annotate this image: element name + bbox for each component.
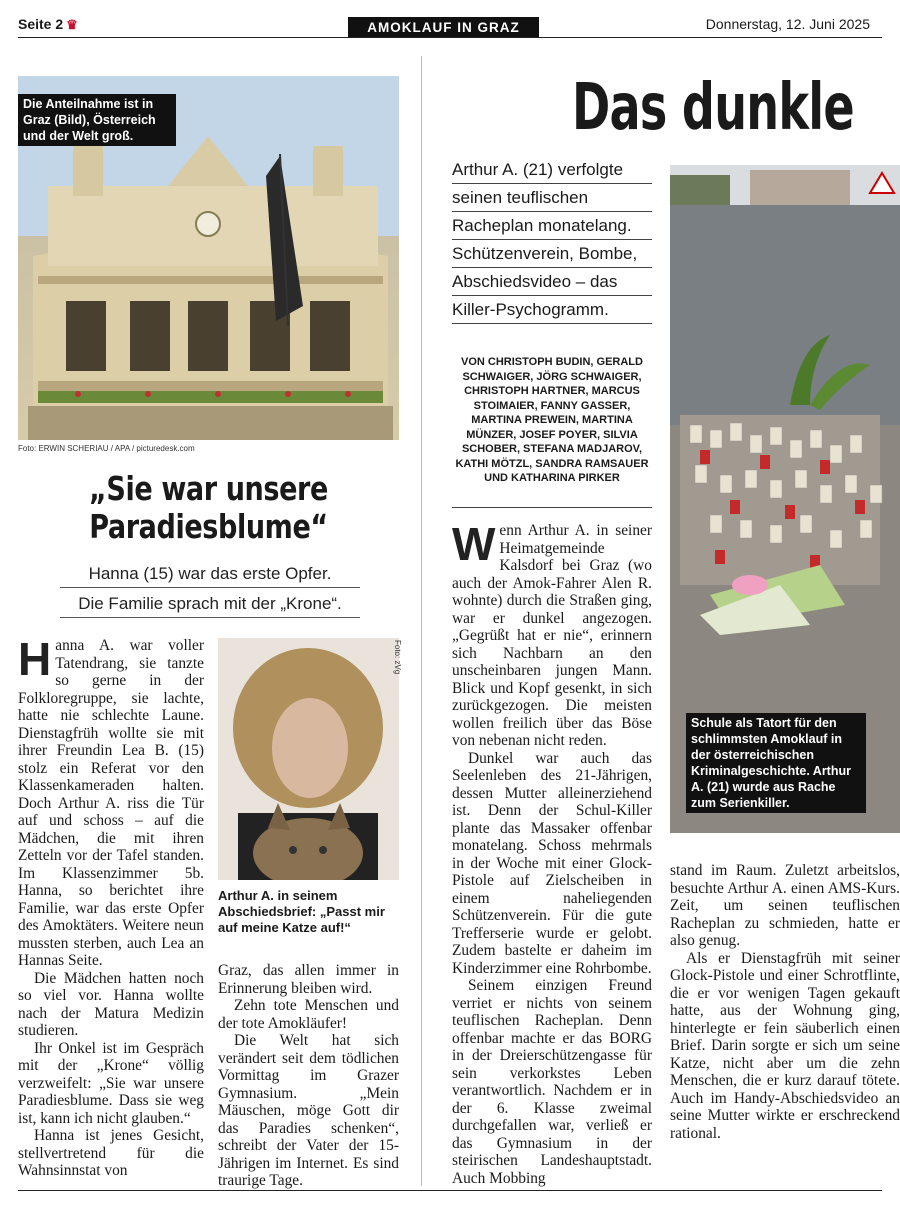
memorial-caption: Schule als Tatort für den schlimmsten Amoklauf in der österreichischen Kriminalgeschichte. Arthur A. (21) wurde aus Rache zum Serienkiller. [686,713,866,813]
left-deck-2: Die Familie sprach mit der „Krone“. [60,594,360,618]
paragraph: stand im Raum. Zuletzt arbeitslos, besuchte Arthur A. einen AMS-Kurs. Zeit, um seinen teuflischen Racheplan zu schmieden, hatte er also genug. [670,862,900,949]
byline-rule [452,507,652,508]
footer-rule [18,1190,882,1191]
right-headline: Das dunkle [572,71,854,145]
townhall-caption: Die Anteilnahme ist in Graz (Bild), Österreich und der Welt groß. [18,94,176,146]
byline: VON CHRISTOPH BUDIN, GERALD SCHWAIGER, JÖRG SCHWAIGER, CHRISTOPH HARTNER, MARCUS STOIMAIER, FANNY GASSER, MARTINA PREWEIN, MARTINA MÜNZER, JOSEF POYER, SILVIA SCHOBER, STEFANA MADJAROV, KATHI MÖTZL, SANDRA RAMSAUER UND KATHARINA PIRKER [455,356,649,484]
article-left-column-2 [218,962,399,1190]
paragraph: Zehn tote Menschen und der tote Amokläufer! [218,997,399,1032]
portrait-photo [218,638,399,880]
crown-icon: ♛ [66,17,78,32]
paragraph: Als er Dienstagfrüh mit seiner Glock-Pistole und einer Schrotflinte, die er vor wenigen Tagen gekauft hatte, aus der Wohnung ging, hinterlegte er fein säuberlich einen Brief. Darin sorgte er sich um seine Katze, nicht aber um die zehn Menschen, die er kurz darauf tötete. Auch im Handy-Abschiedsvideo an seine Mutter wirkte er erschreckend rational. [670,949,900,1142]
article-left-column-1 [18,633,204,1180]
photo-credit: Foto: ERWIN SCHERIAU / APA / picturedesk.com [18,444,195,453]
teaser-line: Killer-Psychogramm. [452,297,652,324]
header-rule [18,37,882,38]
paragraph: Hanna ist jenes Gesicht, stellvertretend für die Wahnsinnstat von [18,1127,204,1179]
portrait-credit: Foto: zVg [393,640,402,675]
memorial-photo [670,165,900,833]
portrait-illustration [218,638,399,880]
teaser-line: Schützenverein, Bombe, [452,241,652,268]
teaser-line: Abschiedsvideo – das [452,269,652,296]
left-headline-line-1: „Sie war unsere [89,469,328,508]
section-label: AMOKLAUF IN GRAZ [348,17,539,38]
paragraph: Seinem einzigen Freund verriet er nichts von seinem teuflischen Racheplan. Denn offenbar machte er das BORG in der Dreierschützengasse für sein verkorkstes Leben verantwortlich. Nachdem er in der 6. Klasse zweimal durchgefallen war, verließ er das Gymnasium in der steirischen Landeshauptstadt. Auch Mobbing [452,977,652,1187]
column-divider [421,56,422,1186]
teaser-line: Racheplan monatelang. [452,213,652,240]
article-right-column-1 [452,518,652,1187]
paragraph: Die Welt hat sich verändert seit dem tödlichen Vormittag im Grazer Gymnasium. „Mein Mäuschen, möge Gott dir das Paradies schenken“, schreibt der Vater der 15-Jährigen im Internet. Es sind traurige Tage. [218,1032,399,1189]
dropcap-h: H [18,633,52,685]
issue-date: Donnerstag, 12. Juni 2025 [705,16,870,32]
page-number: Seite 2 ♛ [18,16,78,32]
paragraph: Ihr Onkel ist im Gespräch mit der „Krone“ völlig verzweifelt: „Sie war unsere Paradiesblume. Dass sie weg ist, kann ich nicht glauben.“ [18,1039,204,1127]
paragraph: enn Arthur A. in seiner Heimatgemeinde Kalsdorf bei Graz (wo auch der Amok-Fahrer Alen R. wohnte) durch die Straßen ging, war er dunkel angezogen. „Gegrüßt hat er nie“, erinnern sich Nachbarn an den unscheinbaren jungen Mann. Blick und Kopf gesenkt, in sich zurückgezogen. Die meisten wollen freilich über das Böse von nebenan nicht reden. [452,522,652,749]
teaser-line: Arthur A. (21) verfolgte [452,157,652,184]
dropcap-w: W [452,518,496,570]
paragraph: Graz, das allen immer in Erinnerung bleiben wird. [218,962,399,997]
left-deck-1: Hanna (15) war das erste Opfer. [60,564,360,588]
left-headline-line-2: Paradiesblume“ [89,507,328,546]
townhall-photo [18,76,399,440]
portrait-caption: Arthur A. in seinem Abschiedsbrief: „Passt mir auf meine Katze auf!“ [218,888,385,935]
left-headline [52,470,364,546]
paragraph: Dunkel war auch das Seelenleben des 21-Jährigen, dessen Mutter alleinerziehend ist. Denn der Schul-Killer plante das Massaker offenbar monatelang. Schoss mehrmals in der Woche mit einer Glock-Pistole auf Zielscheiben in einem naheliegenden Schützenverein. Für die gute Trefferserie wurde er gelobt. Zudem bastelte er daheim im Kinderzimmer eine Rohrbombe. [452,749,652,977]
teaser-line: seinen teuflischen [452,185,652,212]
paragraph: Die Mädchen hatten noch so viel vor. Hanna wollte nach der Matura Medizin studieren. [18,969,204,1039]
paragraph: anna A. war voller Tatendrang, sie tanzte so gerne in der Folkloregruppe, sie lachte, hatte nie schlechte Laune. Dienstagfrüh wollte sie mit ihrer Freundin Lea B. (15) stolz ein Referat vor den Klassenkameraden halten. Doch Arthur A. riss die Tür auf und schoss – auf die Mädchen, die mit ihren Zetteln vor der Tafel standen. Im Klassenzimmer 5b. Hanna, so berichtet ihre Familie, war das erste Opfer des Amoktäters. Weitere neun mussten sterben, auch Lea an Hannas Seite. [18,637,204,969]
article-right-column-2 [670,862,900,1142]
